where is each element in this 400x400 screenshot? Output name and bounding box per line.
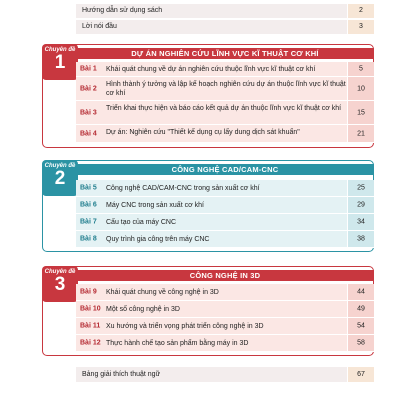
lesson-title: Dự án: Nghiên cứu "Thiết kế dụng cụ lấy dung dịch sát khuẩn"	[106, 129, 300, 136]
chapter-1	[42, 44, 374, 148]
toc-entry-preface[interactable]	[76, 20, 374, 34]
chapter-label: Chuyên đề	[44, 269, 76, 275]
chapter-title: CÔNG NGHỆ CAD/CAM-CNC	[76, 164, 374, 175]
entry-page: 67	[347, 367, 374, 382]
lesson-page: 21	[357, 130, 365, 137]
entry-title: Lời nói đầu	[82, 23, 117, 30]
lesson-title: Triển khai thực hiện và báo cáo kết quả dự án thuộc lĩnh vực kĩ thuật cơ khí	[106, 105, 342, 112]
lesson-title: Khái quát chung về công nghệ in 3D	[106, 289, 219, 296]
lesson-page: 54	[357, 322, 365, 330]
lesson-page: 15	[357, 109, 365, 116]
lesson-number: Bài 8	[80, 235, 97, 243]
lesson-page: 5	[359, 65, 363, 73]
lesson-page: 29	[357, 201, 365, 209]
lesson-number: Bài 1	[80, 65, 97, 73]
lesson-title: Một số công nghệ in 3D	[106, 306, 180, 313]
lesson-number: Bài 7	[80, 218, 97, 226]
lesson-title: Quy trình gia công trên máy CNC	[106, 236, 210, 243]
lesson-page: 38	[357, 235, 365, 243]
lesson-page: 25	[357, 184, 365, 192]
lesson-number: Bài 11	[80, 322, 101, 330]
lesson-number: Bài 12	[80, 339, 101, 347]
lesson-page: 10	[357, 85, 365, 92]
lesson-row[interactable]	[76, 214, 374, 231]
lesson-page: 58	[357, 339, 365, 347]
chapter-badge	[42, 160, 78, 196]
entry-page: 3	[347, 20, 374, 34]
lesson-title: Hình thành ý tưởng và lập kế hoạch nghiên cứu dự án thuộc lĩnh vực kĩ thuật cơ khí	[106, 81, 346, 97]
lesson-row[interactable]	[76, 318, 374, 335]
lesson-title: Cấu tạo của máy CNC	[106, 219, 177, 226]
chapter-badge	[42, 44, 78, 80]
chapter-title: DỰ ÁN NGHIÊN CỨU LĨNH VỰC KĨ THUẬT CƠ KHÍ	[76, 48, 374, 59]
lesson-list	[76, 62, 374, 143]
lesson-row[interactable]	[76, 301, 374, 318]
chapter-label: Chuyên đề	[44, 163, 76, 169]
lesson-number: Bài 5	[80, 184, 97, 192]
lesson-page: 49	[357, 305, 365, 313]
lesson-row[interactable]	[76, 125, 374, 143]
lesson-number: Bài 6	[80, 201, 97, 209]
lesson-number: Bài 3	[80, 109, 97, 116]
lesson-row[interactable]	[76, 77, 374, 101]
lesson-number: Bài 2	[80, 85, 97, 92]
chapter-number: 3	[54, 274, 66, 295]
chapter-badge	[42, 266, 78, 302]
lesson-page: 44	[357, 288, 365, 296]
lesson-number: Bài 10	[80, 305, 101, 313]
lesson-row[interactable]	[76, 197, 374, 214]
lesson-title: Công nghệ CAD/CAM-CNC trong sản xuất cơ khí	[106, 185, 260, 192]
lesson-row[interactable]	[76, 335, 374, 352]
lesson-title: Khái quát chung về dự án nghiên cứu thuộc lĩnh vực kĩ thuật cơ khí	[106, 66, 316, 73]
toc-entry-glossary[interactable]	[76, 367, 374, 382]
lesson-title: Máy CNC trong sản xuất cơ khí	[106, 202, 204, 209]
lesson-number: Bài 4	[80, 130, 97, 137]
chapter-3	[42, 266, 374, 356]
lesson-list	[76, 284, 374, 352]
lesson-list	[76, 180, 374, 248]
lesson-number: Bài 9	[80, 288, 97, 296]
toc-entry-guide[interactable]	[76, 4, 374, 18]
lesson-title: Thực hành chế tạo sản phẩm bằng máy in 3D	[106, 340, 249, 347]
lesson-row[interactable]	[76, 180, 374, 197]
lesson-title: Xu hướng và triển vọng phát triển công nghệ in 3D	[106, 323, 264, 330]
lesson-row[interactable]	[76, 284, 374, 301]
chapter-number: 1	[54, 52, 66, 73]
lesson-page: 34	[357, 218, 365, 226]
lesson-row[interactable]	[76, 101, 374, 125]
lesson-row[interactable]	[76, 231, 374, 248]
chapter-title: CÔNG NGHỆ IN 3D	[76, 270, 374, 281]
chapter-number: 2	[54, 168, 66, 189]
chapter-2	[42, 160, 374, 252]
chapter-label: Chuyên đề	[44, 47, 76, 53]
entry-page: 2	[347, 4, 374, 18]
lesson-row[interactable]	[76, 62, 374, 77]
entry-title: Hướng dẫn sử dụng sách	[82, 7, 163, 14]
entry-title: Bảng giải thích thuật ngữ	[82, 371, 161, 378]
